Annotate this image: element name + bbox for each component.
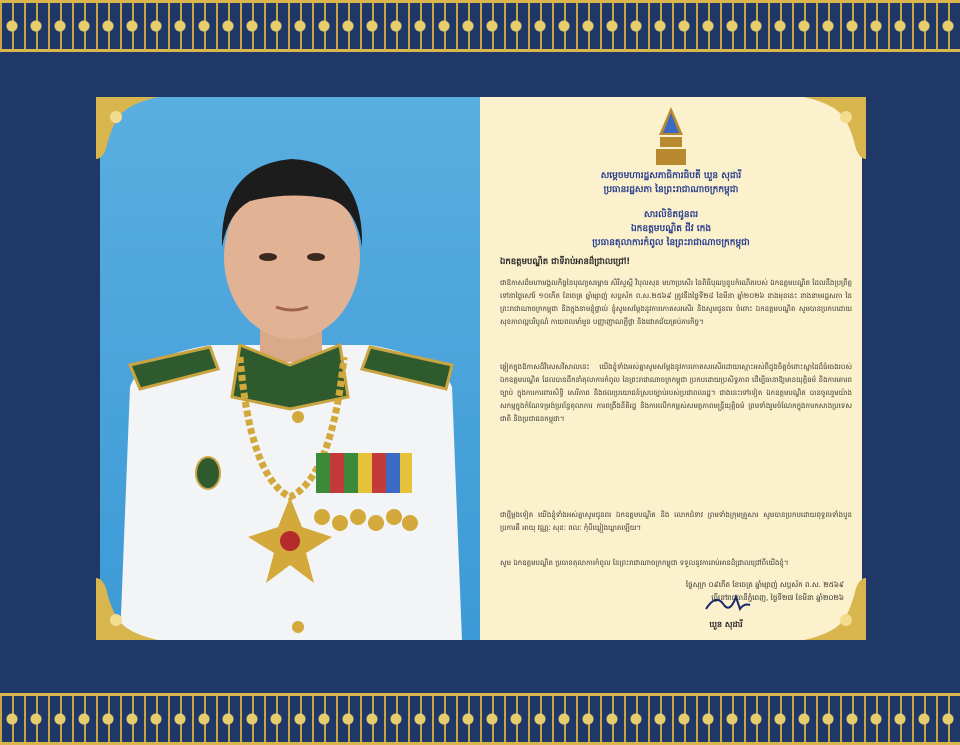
letter-title: សារលិខិតជូនពរ	[643, 210, 699, 220]
portrait-illustration	[100, 97, 480, 640]
paragraph-2: ឆ្លៀតក្នុងឱកាសដ៏វិសេសវិសាលនេះ យើងខ្ញុំទាំងអស់គ្នាសូមសម្ដែងនូវការកោតសរសើរដោយស្មោះអស់ពីដួងចិត្តចំពោះស្នាដៃដ៏ធំធេងរបស់ ឯកឧត្ដមបណ្ឌិត ដែលបានដឹកនាំតុលាការកំពូល នៃព្រះរាជាណាចក្រកម្ពុជា ប្រកបដោយប្រសិទ្ធភាព ដើម្បីធានាឱ្យមានយុត្តិធម៌ និងការគោរពច្បាប់ ក្នុងការការពារសិទ្ធិ សេរីភាព និងផលប្រយោជន៍ស្របច្បាប់របស់ប្រជាពលរដ្ឋ។ ជាងនេះទៅទៀត ឯកឧត្ដមបណ្ឌិត បានចូលរួមយ៉ាងសកម្មក្នុងកំណែទម្រង់ប្រព័ន្ធតុលាការ ការពង្រឹងនីតិរដ្ឋ និងការលើកកម្ពស់សមត្ថភាពមន្ត្រីយុត្តិធម៌ ព្រមទាំងរួមចំណែកក្នុងការកសាងប្រទេសជាតិ និងប្រជាជនកម្ពុជា។	[500, 363, 852, 423]
corner-ornament-icon	[92, 93, 162, 163]
paragraph-1: ជាឱកាសដ៏មហាមង្គលកិច្ចនៃបុណ្យសម្ពោធ សិរីសួស្ដី វិបុលសុខ មហាប្រសើរ នៃពិធីបុណ្យខួបកំណើតរបស់ ឯកឧត្ដមបណ្ឌិត ដែលនឹងប្រព្រឹត្តទៅនាថ្ងៃសៅរ៍ ១០កើត ខែចេត្រ ឆ្នាំម្សាញ់ សប្តស័ក ព.ស.២៥៦៩ ត្រូវនឹងថ្ងៃទី២៨ ខែមីនា ឆ្នាំ២០២៦ ខាងមុខនេះ ខាងនាមរដ្ឋសភា នៃព្រះរាជាណាចក្រកម្ពុជា និងក្នុងនាមខ្ញុំផ្ទាល់ ខ្ញុំសូមសម្ដែងនូវការកោតសរសើរ និងសូមជូនពរ ចំពោះ ឯកឧត្ដមបណ្ឌិត សូមបានប្រកបដោយសុខភាពល្អបរិបូណ៌ កាយពលមាំមួន បញ្ញាញាណភ្លឺថ្លា និងជោគជ័យគ្រប់ភារកិច្ច។	[500, 279, 852, 326]
letter-panel	[480, 97, 862, 640]
decorative-border-top	[0, 0, 960, 52]
date-lunar: ថ្ងៃសុក្រ ០៩កើត ខែចេត្រ ឆ្នាំម្សាញ់ សប្តស័ក ព.ស. ២៥៦៩	[685, 580, 844, 589]
corner-ornament-icon	[800, 574, 870, 644]
signer-name: ឃួន សុដារី	[709, 620, 743, 629]
salutation: ឯកឧត្ដមបណ្ឌិត ជាទីរាប់អានដ៏ជ្រាលជ្រៅ!	[500, 257, 631, 267]
sender-title: ប្រធានរដ្ឋសភា នៃព្រះរាជាណាចក្រកម្ពុជា	[603, 185, 739, 195]
emblem-icon	[652, 105, 690, 169]
corner-ornament-icon	[800, 93, 870, 163]
paragraph-4: សូម ឯកឧត្ដមបណ្ឌិត ប្រធានតុលាការកំពូល នៃព្រះរាជាណាចក្រកម្ពុជា ទទួលនូវការរាប់អានដ៏ជ្រាលជ្រៅពីយើងខ្ញុំ។	[500, 559, 789, 567]
portrait-photo	[100, 97, 480, 640]
decorative-border-bottom	[0, 693, 960, 745]
sender-name: សម្ដេចមហារដ្ឋសភាធិការធិបតី ឃួន សុដារី	[600, 171, 742, 181]
paragraph-3: ជាថ្មីម្ដងទៀត យើងខ្ញុំទាំងអស់គ្នាសូមជូនពរ ឯកឧត្ដមបណ្ឌិត និង លោកជំទាវ ព្រមទាំងក្រុមគ្រួសារ សូមបានប្រកបដោយពុទ្ធពរទាំងបួនប្រការគឺ អាយុ វណ្ណៈ សុខៈ ពលៈ កុំបីឃ្លៀងឃ្លាតឡើយ។	[500, 511, 852, 532]
recipient-name: ឯកឧត្ដមបណ្ឌិត ជីវ កេង	[630, 224, 712, 234]
recipient-title: ប្រធានតុលាការកំពូល នៃព្រះរាជាណាចក្រកម្ពុជា	[592, 238, 750, 248]
corner-ornament-icon	[92, 574, 162, 644]
date-solar: ធ្វើនៅរាជធានីភ្នំពេញ, ថ្ងៃទី២៧ ខែមីនា ឆ្នាំ២០២៦	[711, 593, 844, 602]
signature-image	[702, 589, 752, 615]
congratulation-frame	[100, 97, 862, 640]
